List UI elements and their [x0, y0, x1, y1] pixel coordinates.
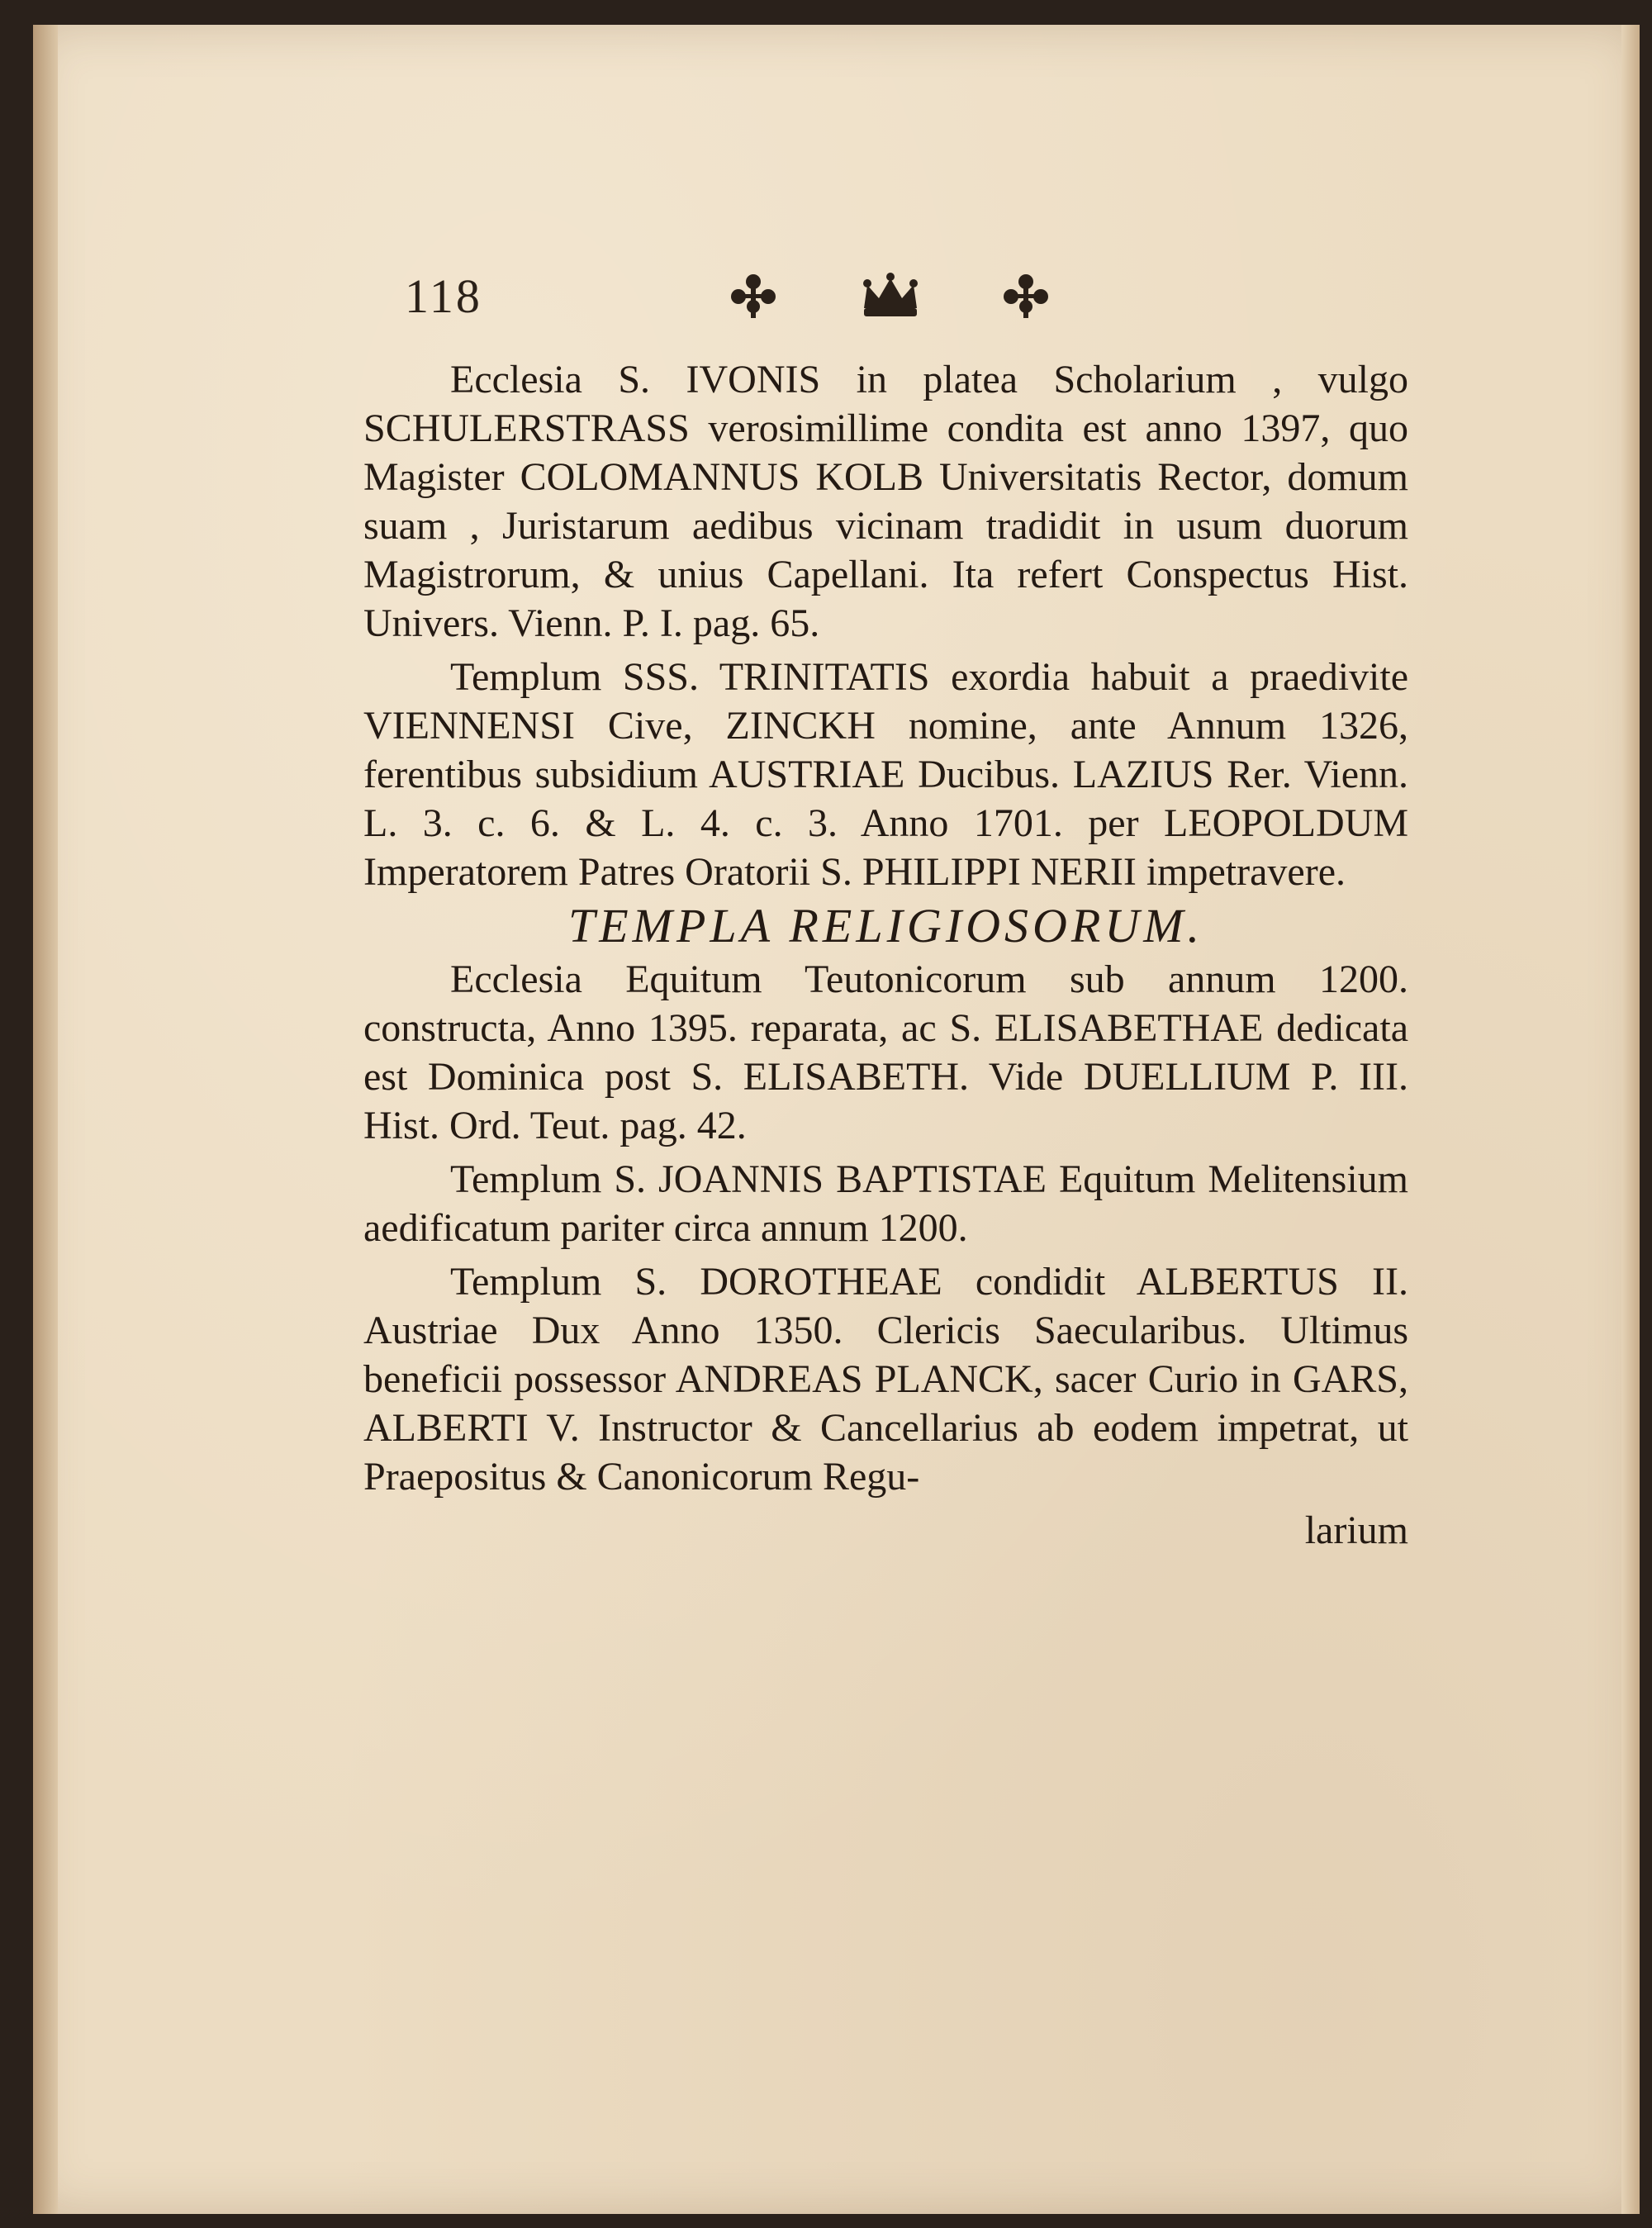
page-edge — [1621, 25, 1640, 2214]
page-gutter — [33, 25, 58, 2214]
section-heading: TEMPLA RELIGIOSORUM. — [567, 899, 1204, 952]
paragraph-trinitatis: Templum SSS. TRINITATIS exordia habuit a praedivite VIENNENSI Cive, ZINCKH nomine, ante Annum 1326, ferentibus subsidium AUSTRIAE Ducibus. LAZIUS Rer. Vienn. L. 3. c. 6. & L. 4. c. 3. Anno 1701. per LEOPOLDUM Imperatorem Patres Oratorii S. PHILIPPI NERII impetravere. — [363, 655, 1408, 894]
fleuron-icon — [727, 270, 780, 323]
catchword: larium — [1304, 1508, 1408, 1552]
body-text — [363, 355, 1408, 1560]
page-header — [405, 268, 1082, 335]
paragraph-dorotheae: Templum S. DOROTHEAE condidit ALBERTUS II. Austriae Dux Anno 1350. Clericis Saecularibus. Ultimus beneficii possessor ANDREAS PLANCK, sacer Curio in GARS, ALBERTI V. Instructor & Cancellarius ab eodem impetrat, ut Praepositus & Canonicorum Regu- — [363, 1260, 1408, 1499]
fleuron-icon — [999, 270, 1052, 323]
paragraph-teutonicorum: Ecclesia Equitum Teutonicorum sub annum 1200. constructa, Anno 1395. reparata, ac S. ELISABETHAE dedicata est Dominica post S. ELISABETH. Vide DUELLIUM P. III. Hist. Ord. Teut. pag. 42. — [363, 957, 1408, 1147]
crown-icon — [859, 270, 922, 323]
paragraph-joannis: Templum S. JOANNIS BAPTISTAE Equitum Melitensium aedificatum pariter circa annum 1200. — [363, 1157, 1408, 1250]
paragraph-ivonis: Ecclesia S. IVONIS in platea Scholarium , vulgo SCHULERSTRASS verosimillime condita est anno 1397, quo Magister COLOMANNUS KOLB Universitatis Rector, domum suam , Juristarum aedibus vicinam tradidit in usum duorum Magistrorum, & unius Capellani. Ita refert Conspectus Hist. Univers. Vienn. P. I. pag. 65. — [363, 358, 1408, 645]
page-number: 118 — [405, 269, 482, 323]
